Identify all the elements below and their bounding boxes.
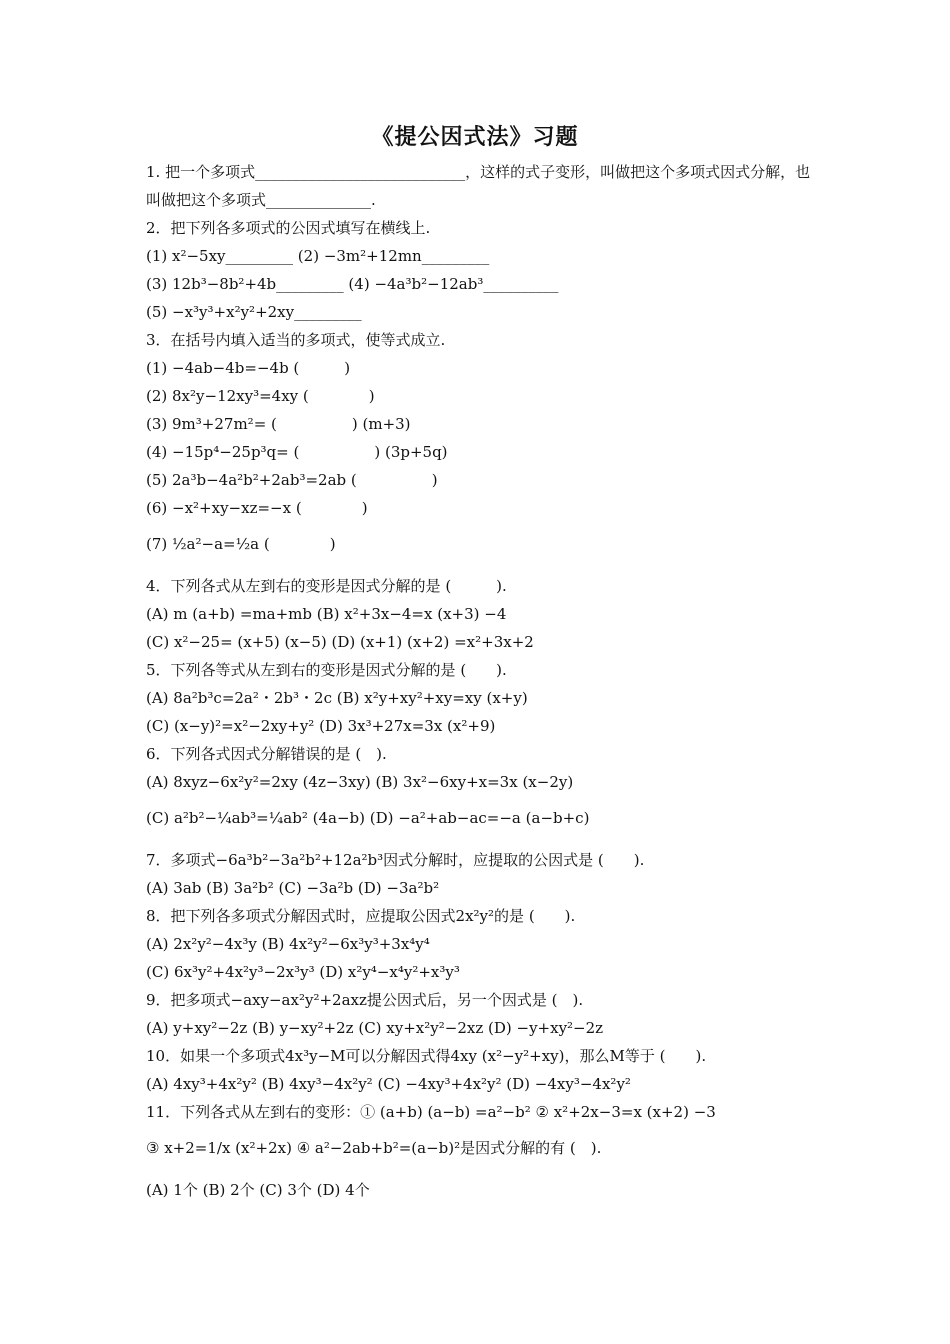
page-title: 《提公因式法》习题	[371, 124, 579, 150]
question-1: 1. 把一个多项式____________________________，这样的式子变形，叫做把这个多项式因式分解，也叫做把这个多项式______________.	[146, 163, 811, 209]
exercise-content	[146, 158, 816, 1204]
question-8: 8．把下列各多项式分解因式时，应提取公因式2x²y²的是 ( ).	[146, 907, 576, 925]
q11-options: (A) 1个 (B) 2个 (C) 3个 (D) 4个	[146, 1181, 370, 1199]
q3-item-4: (4) −15p⁴−25p³q= ( ) (3p+5q)	[146, 443, 448, 461]
q5-options-ab: (A) 8a²b³c=2a²・2b³・2c (B) x²y+xy²+xy=xy (x+y)	[146, 689, 528, 707]
question-5: 5．下列各等式从左到右的变形是因式分解的是 ( ).	[146, 661, 507, 679]
question-3: 3．在括号内填入适当的多项式，使等式成立.	[146, 331, 446, 349]
question-11: 11．下列各式从左到右的变形：① (a+b) (a−b) =a²−b² ② x²+2x−3=x (x+2) −3	[146, 1103, 716, 1121]
q2-item-3-4: (3) 12b³−8b²+4b_________ (4) −4a³b²−12ab³__________	[146, 275, 559, 293]
q5-options-cd: (C) (x−y)²=x²−2xy+y² (D) 3x³+27x=3x (x²+9)	[146, 717, 496, 735]
q8-options-ab: (A) 2x²y²−4x³y (B) 4x²y²−6x³y³+3x⁴y⁴	[146, 935, 430, 953]
q3-item-6: (6) −x²+xy−xz=−x ( )	[146, 499, 368, 517]
q2-item-5: (5) −x³y³+x²y²+2xy_________	[146, 303, 362, 321]
question-6: 6．下列各式因式分解错误的是 ( ).	[146, 745, 387, 763]
q3-item-5: (5) 2a³b−4a²b²+2ab³=2ab ( )	[146, 471, 438, 489]
q6-options-cd: (C) a²b²−¼ab³=¼ab² (4a−b) (D) −a²+ab−ac=−a (a−b+c)	[146, 809, 590, 827]
q11-continued: ③ x+2=1/x (x²+2x) ④ a²−2ab+b²=(a−b)²是因式分解的有 ( ).	[146, 1139, 602, 1157]
q3-item-1: (1) −4ab−4b=−4b ( )	[146, 359, 351, 377]
q3-item-7: (7) ½a²−a=½a ( )	[146, 535, 336, 553]
question-7: 7．多项式−6a³b²−3a²b²+12a²b³因式分解时，应提取的公因式是 ( ).	[146, 851, 645, 869]
q4-options-cd: (C) x²−25= (x+5) (x−5) (D) (x+1) (x+2) =x²+3x+2	[146, 633, 534, 651]
question-9: 9．把多项式−axy−ax²y²+2axz提公因式后，另一个因式是 ( ).	[146, 991, 584, 1009]
question-2: 2．把下列各多项式的公因式填写在横线上.	[146, 219, 431, 237]
q2-item-1-2: (1) x²−5xy_________ (2) −3m²+12mn_________	[146, 247, 490, 265]
q3-item-3: (3) 9m³+27m²= ( ) (m+3)	[146, 415, 411, 433]
q8-options-cd: (C) 6x³y²+4x²y³−2x³y³ (D) x²y⁴−x⁴y²+x³y³	[146, 963, 460, 981]
q4-options-ab: (A) m (a+b) =ma+mb (B) x²+3x−4=x (x+3) −4	[146, 605, 507, 623]
question-10: 10．如果一个多项式4x³y−M可以分解因式得4xy (x²−y²+xy)，那么M等于 ( ).	[146, 1047, 707, 1065]
q7-options: (A) 3ab (B) 3a²b² (C) −3a²b (D) −3a²b²	[146, 879, 440, 897]
q6-options-ab: (A) 8xyz−6x²y²=2xy (4z−3xy) (B) 3x²−6xy+x=3x (x−2y)	[146, 773, 574, 791]
q3-item-2: (2) 8x²y−12xy³=4xy ( )	[146, 387, 375, 405]
question-4: 4．下列各式从左到右的变形是因式分解的是 ( ).	[146, 577, 507, 595]
q9-options: (A) y+xy²−2z (B) y−xy²+2z (C) xy+x²y²−2xz (D) −y+xy²−2z	[146, 1019, 604, 1037]
q10-options: (A) 4xy³+4x²y² (B) 4xy³−4x²y² (C) −4xy³+4x²y² (D) −4xy³−4x²y²	[146, 1075, 631, 1093]
